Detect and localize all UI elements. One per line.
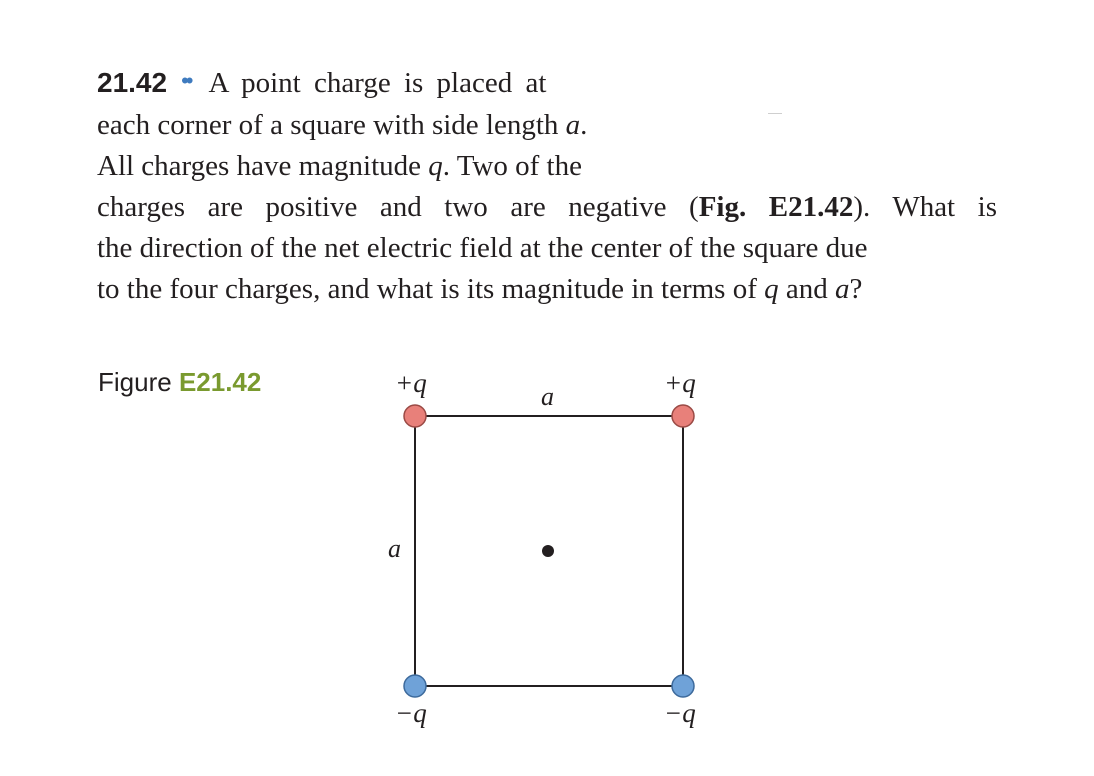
problem-line-6-text: to the four charges, and what is its magnitude in terms of <box>97 273 757 305</box>
problem-line-2-text: each corner of a square with side length <box>97 109 559 141</box>
figure-reference: Fig. E21.42 <box>698 191 854 223</box>
charge-top-right <box>672 405 694 427</box>
label-bottom-left-charge: −q <box>395 698 427 728</box>
label-side-left: a <box>388 534 401 563</box>
variable-a: a <box>835 273 850 305</box>
label-side-top: a <box>541 382 554 411</box>
center-point <box>542 545 554 557</box>
figure-caption-id: E21.42 <box>178 367 262 397</box>
label-bottom-right-charge: −q <box>664 698 696 728</box>
problem-line-1-text: A point charge is placed at <box>208 67 547 99</box>
problem-line-3-text: All charges have magnitude <box>97 150 421 182</box>
difficulty-dots: •• <box>181 68 191 93</box>
label-top-right-charge: +q <box>664 368 696 398</box>
charge-top-left <box>404 405 426 427</box>
charge-bottom-left <box>404 675 426 697</box>
problem-number: 21.42 <box>97 67 168 98</box>
problem-line-4-text: charges are positive and two are negative ( <box>97 191 699 223</box>
problem-line-6-mid: and <box>778 273 836 305</box>
problem-line-3-end: . Two of the <box>442 150 582 182</box>
problem-line-4-end: ). What is <box>853 191 998 223</box>
variable-q: q <box>764 273 779 305</box>
problem-line-5-text: the direction of the net electric field at the center of the square due <box>97 232 868 264</box>
variable-a: a <box>565 109 581 141</box>
figure-caption-prefix: Figure <box>98 367 172 397</box>
charge-bottom-right <box>672 675 694 697</box>
label-top-left-charge: +q <box>395 368 427 398</box>
problem-line-2-end: . <box>580 109 588 141</box>
problem-line-6-end: ? <box>849 273 863 305</box>
variable-q: q <box>428 150 443 182</box>
